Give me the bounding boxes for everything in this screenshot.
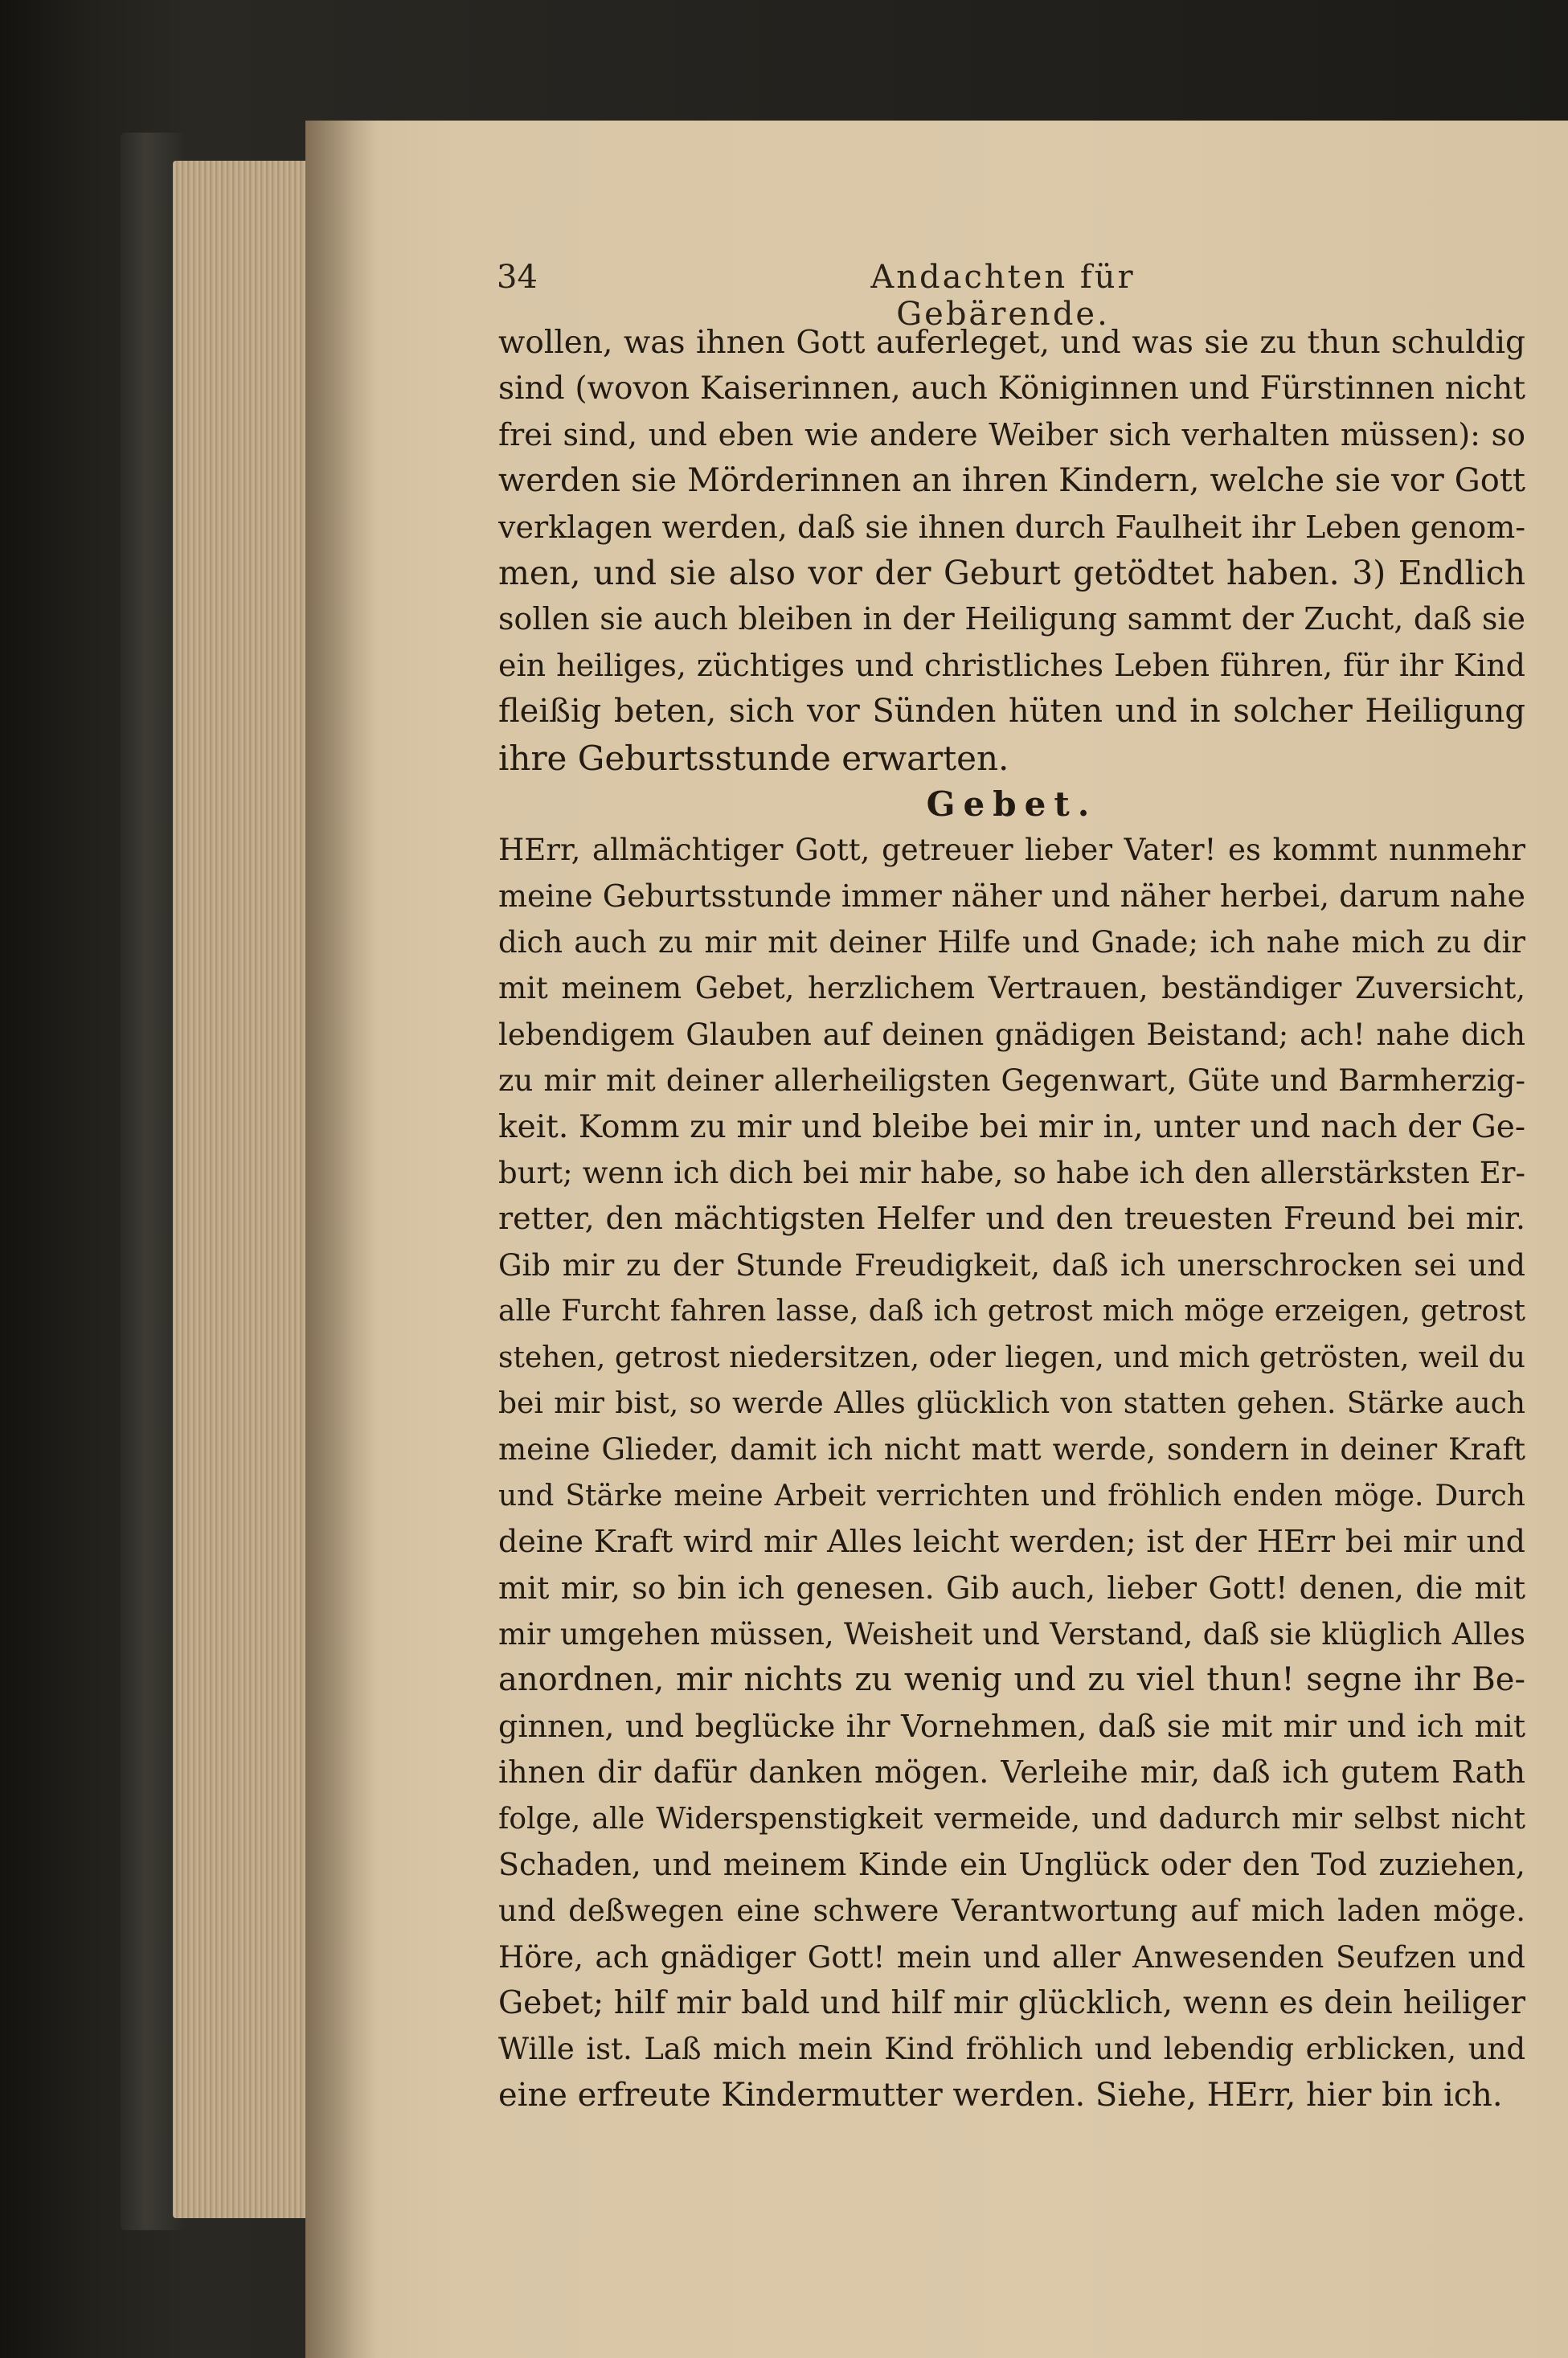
text-line: ein heiliges, züchtiges und christliches Leben führen, für ihr Kind [498, 647, 1525, 683]
text-line: verklagen werden, daß sie ihnen durch Faulheit ihr Leben genom- [498, 509, 1525, 545]
text-line: wollen, was ihnen Gott auferleget, und was sie zu thun schuldig [498, 325, 1525, 361]
text-line: fleißig beten, sich vor Sünden hüten und in solcher Heiligung [498, 693, 1525, 731]
text-line: eine erfreute Kindermutter werden. Siehe, HErr, hier bin ich. [498, 2076, 1503, 2114]
text-line: Gib mir zu der Stunde Freudigkeit, daß ich unerschrocken sei und [498, 1247, 1525, 1283]
text-line: stehen, getrost niedersitzen, oder liegen, und mich getrösten, weil du [498, 1341, 1525, 1374]
text-line: Höre, ach gnädiger Gott! mein und aller Anwesenden Seufzen und [498, 1939, 1525, 1975]
text-line: HErr, allmächtiger Gott, getreuer lieber Vater! es kommt nunmehr [498, 833, 1525, 868]
text-line: sind (wovon Kaiserinnen, auch Königinnen und Fürstinnen nicht [498, 370, 1525, 407]
running-title: Andachten für Gebärende. [870, 259, 1136, 333]
text-line: zu mir mit deiner allerheiligsten Gegenwart, Güte und Barmherzig- [498, 1063, 1525, 1099]
text-line: ihnen dir dafür danken mögen. Verleihe mir, daß ich gutem Rath [498, 1754, 1525, 1791]
text-line: burt; wenn ich dich bei mir habe, so habe ich den allerstärksten Er- [498, 1156, 1525, 1191]
text-line: mir umgehen müssen, Weisheit und Verstand, daß sie klüglich Alles [498, 1616, 1525, 1652]
text-line: retter, den mächtigsten Helfer und den treuesten Freund bei mir. [498, 1201, 1525, 1237]
text-line: frei sind, und eben wie andere Weiber sich verhalten müssen): so [498, 416, 1525, 452]
text-line: Gebet; hilf mir bald und hilf mir glücklich, wenn es dein heiliger [498, 1985, 1525, 2022]
text-line: meine Glieder, damit ich nicht matt werde, sondern in deiner Kraft [498, 1432, 1525, 1468]
text-line: deine Kraft wird mir Alles leicht werden; ist der HErr bei mir und [498, 1524, 1525, 1560]
text-line: alle Furcht fahren lasse, daß ich getrost mich möge erzeigen, getrost [498, 1295, 1525, 1328]
text-line: dich auch zu mir mit deiner Hilfe und Gnade; ich nahe mich zu dir [498, 925, 1525, 960]
text-line: und deßwegen eine schwere Verantwortung auf mich laden möge. [498, 1893, 1525, 1929]
page-header [497, 259, 1525, 333]
text-line: men, und sie also vor der Geburt getödtet haben. 3) Endlich [498, 553, 1525, 592]
page-text [498, 320, 1525, 2119]
text-line: bei mir bist, so werde Alles glücklich von statten gehen. Stärke auch [498, 1386, 1525, 1420]
section-heading: Gebet. [926, 784, 1098, 824]
text-line: und Stärke meine Arbeit verrichten und fröhlich enden möge. Durch [498, 1479, 1525, 1513]
text-line: mit mir, so bin ich genesen. Gib auch, lieber Gott! denen, die mit [498, 1570, 1525, 1606]
page-number: 34 [497, 259, 538, 296]
text-line: mit meinem Gebet, herzlichem Vertrauen, beständiger Zuversicht, [498, 971, 1525, 1006]
text-line: folge, alle Widerspenstigkeit vermeide, und dadurch mir selbst nicht [498, 1802, 1525, 1836]
text-line: keit. Komm zu mir und bleibe bei mir in, unter und nach der Ge- [498, 1108, 1525, 1145]
text-line: werden sie Mörderinnen an ihren Kindern, welche sie vor Gott [498, 462, 1525, 500]
text-line: lebendigem Glauben auf deinen gnädigen Beistand; ach! nahe dich [498, 1017, 1525, 1052]
text-line: ginnen, und beglücke ihr Vornehmen, daß sie mit mir und ich mit [498, 1708, 1525, 1744]
text-line: Wille ist. Laß mich mein Kind fröhlich und lebendig erblicken, und [498, 2032, 1525, 2067]
text-line: Schaden, und meinem Kinde ein Unglück oder den Tod zuziehen, [498, 1846, 1525, 1882]
text-line: ihre Geburtsstunde erwarten. [498, 738, 1009, 778]
text-line: anordnen, mir nichts zu wenig und zu viel thun! segne ihr Be- [498, 1661, 1525, 1699]
text-line: meine Geburtsstunde immer näher und näher herbei, darum nahe [498, 878, 1525, 914]
gutter-shadow [305, 121, 378, 2358]
text-line: sollen sie auch bleiben in der Heiligung sammt der Zucht, daß sie [498, 601, 1525, 637]
